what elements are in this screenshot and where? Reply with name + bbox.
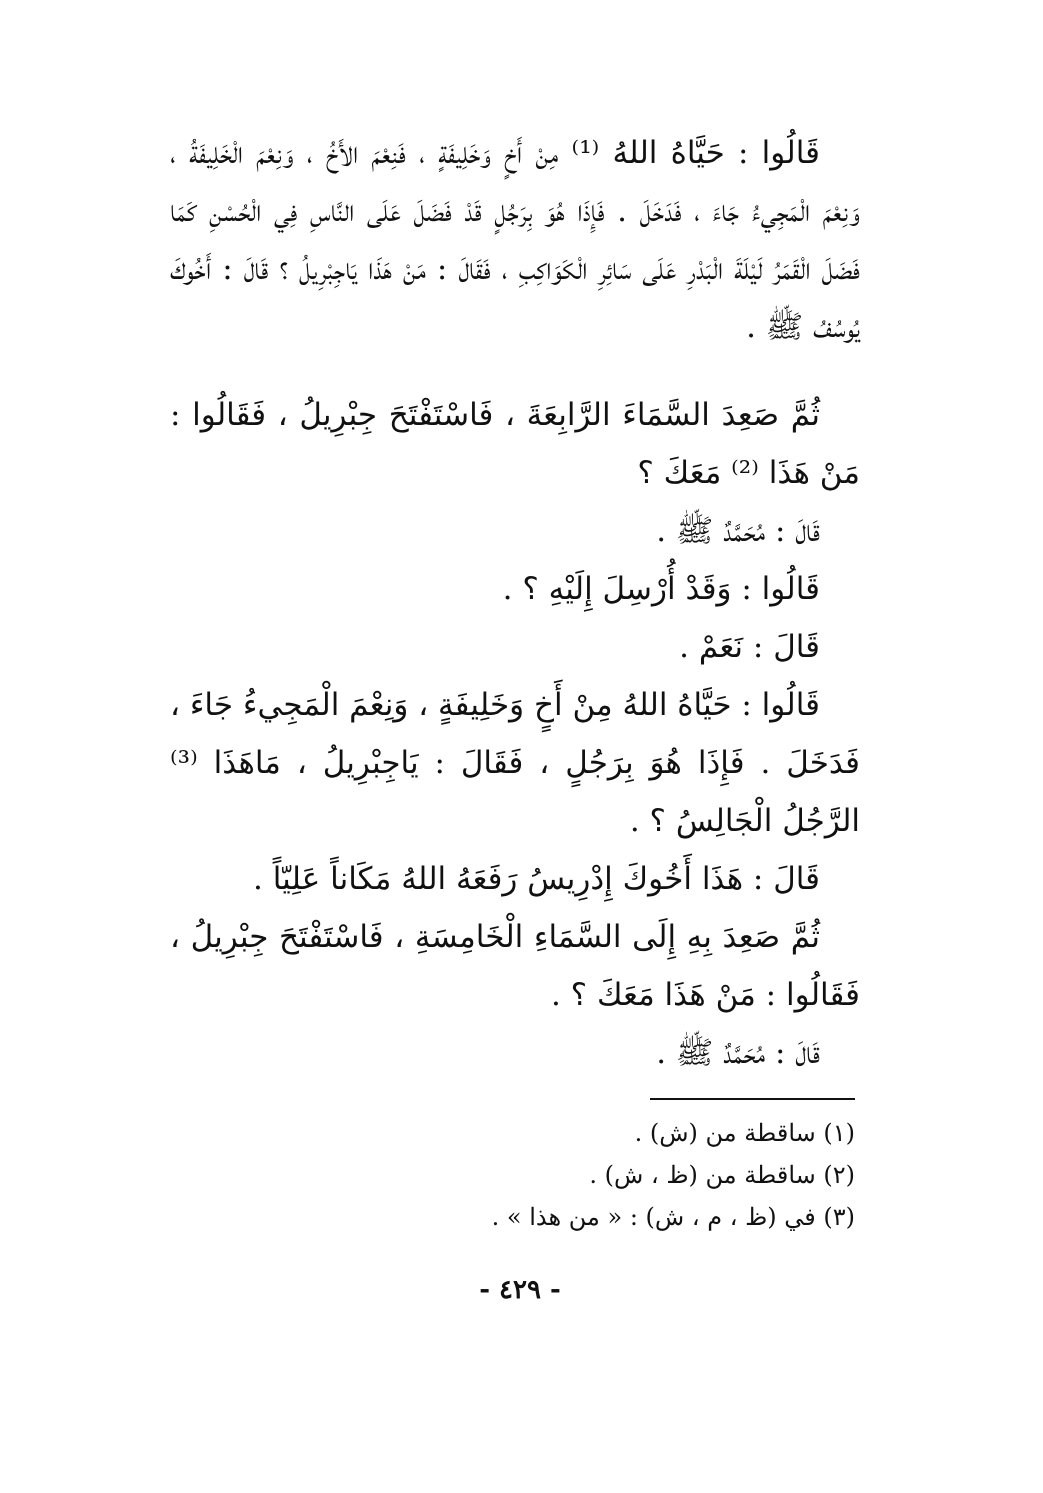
footnote-1: (١) ساقطة من (ش) . bbox=[634, 1119, 855, 1147]
dialogue-line: قَالُوا : حَيَّاهُ اللهُ مِنْ أَخٍ وَخَلِيفَةٍ ، وَنِعْمَ الْمَجِيءُ جَاءَ ، فَدَخَلَ . فَإِذَا هُوَ بِرَجُلٍ ، فَقَالَ : يَاجِبْرِيلُ ، مَاهَذَا ⁽³⁾ الرَّجُلُ الْجَالِسُ ؟ . bbox=[170, 687, 860, 839]
dialogue-line: قَالُوا : وَقَدْ أُرْسِلَ إِلَيْهِ ؟ . bbox=[502, 571, 820, 607]
paragraph-text: ثُمَّ صَعِدَ السَّمَاءَ الرَّابِعَةَ ، فَاسْتَفْتَحَ جِبْرِيلُ ، فَقَالُوا : مَنْ هَذَا ⁽²⁾ مَعَكَ ؟ bbox=[170, 397, 860, 491]
dialogue-block bbox=[170, 502, 860, 1082]
paragraph-2 bbox=[170, 386, 860, 502]
footnote-divider bbox=[650, 1098, 855, 1100]
footnotes bbox=[460, 1112, 855, 1238]
dialogue-line: قَالَ : نَعَمْ . bbox=[679, 629, 820, 665]
footnote-3: (٣) في (ظ ، م ، ش) : « من هذا » . bbox=[491, 1203, 855, 1231]
dialogue-line: قَالَ : مُحَمَّدٌ ﷺ . bbox=[656, 1035, 820, 1071]
footnote-2: (٢) ساقطة من (ظ ، ش) . bbox=[589, 1161, 855, 1189]
dialogue-line: قَالَ : هَذَا أَخُوكَ إِدْرِيسُ رَفَعَهُ اللهُ مَكَاناً عَلِيّاً . bbox=[253, 861, 820, 897]
dialogue-line: ثُمَّ صَعِدَ بِهِ إِلَى السَّمَاءِ الْخَامِسَةِ ، فَاسْتَفْتَحَ جِبْرِيلُ ، فَقَالُوا : مَنْ هَذَا مَعَكَ ؟ . bbox=[170, 919, 860, 1013]
paragraph-1 bbox=[170, 124, 860, 356]
dialogue-line: قَالَ : مُحَمَّدٌ ﷺ . bbox=[656, 513, 820, 549]
paragraph-text: قَالُوا : حَيَّاهُ اللهُ ⁽¹⁾ مِنْ أَخٍ وَخَلِيفَةٍ ، فَنِعْمَ الأَخُ ، وَنِعْمَ الْخَلِيفَةُ ، وَنِعْمَ الْمَجِيءُ جَاءَ ، فَدَخَلَ . فَإِذَا هُوَ بِرَجُلٍ قَدْ فَضَلَ عَلَى النَّاسِ فِي الْحُسْنِ كَمَا فَضَلَ الْقَمَرُ لَيْلَةَ الْبَدْرِ عَلَى سَائِرِ الْكَوَاكِبِ ، فَقَالَ : مَنْ هَذَا يَاجِبْرِيلُ ؟ قَالَ : أَخُوكَ يُوسُفُ ﷺ . bbox=[170, 135, 860, 345]
page-number: - ٤٢٩ - bbox=[479, 1275, 561, 1305]
